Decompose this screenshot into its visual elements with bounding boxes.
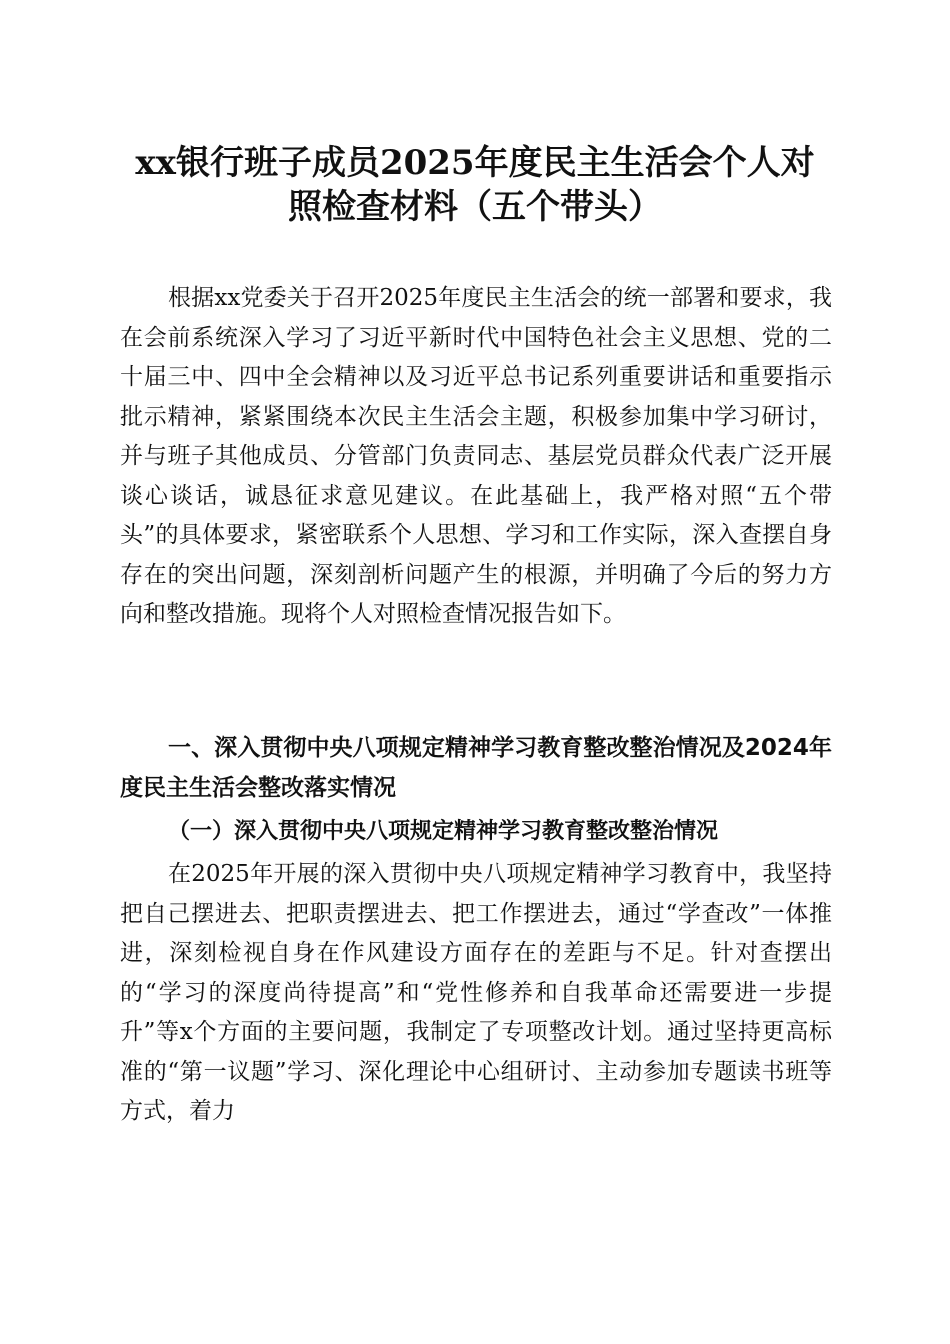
section-1-heading: 一、深入贯彻中央八项规定精神学习教育整改整治情况及2024年度民主生活会整改落实情况 <box>120 735 832 801</box>
document-title-line-2: 照检查材料（五个带头） <box>288 187 662 227</box>
subsection-1-paragraph: 在2025年开展的深入贯彻中央八项规定精神学习教育中，我坚持把自己摆进去、把职责摆进去、把工作摆进去，通过“学查改”一体推进，深刻检视自身在作风建设方面存在的差距与不足。针对查摆出的“学习的深度尚待提高”和“党性修养和自我革命还需要进一步提升”等x个方面的主要问题，我制定了专项整改计划。通过坚持更高标准的“第一议题”学习、深化理论中心组研讨、主动参加专题读书班等方式，着力 <box>120 861 832 1124</box>
intro-paragraph: 根据xx党委关于召开2025年度民主生活会的统一部署和要求，我在会前系统深入学习了习近平新时代中国特色社会主义思想、党的二十届三中、四中全会精神以及习近平总书记系列重要讲话和重要指示批示精神，紧紧围绕本次民主生活会主题，积极参加集中学习研讨，并与班子其他成员、分管部门负责同志、基层党员群众代表广泛开展谈心谈话，诚恳征求意见建议。在此基础上，我严格对照“五个带头”的具体要求，紧密联系个人思想、学习和工作实际，深入查摆自身存在的突出问题，深刻剖析问题产生的根源，并明确了今后的努力方向和整改措施。现将个人对照检查情况报告如下。 <box>120 285 832 627</box>
document-title-line-1: xx银行班子成员2025年度民主生活会个人对 <box>135 143 815 183</box>
subsection-1-heading: （一）深入贯彻中央八项规定精神学习教育整改整治情况 <box>168 818 719 844</box>
